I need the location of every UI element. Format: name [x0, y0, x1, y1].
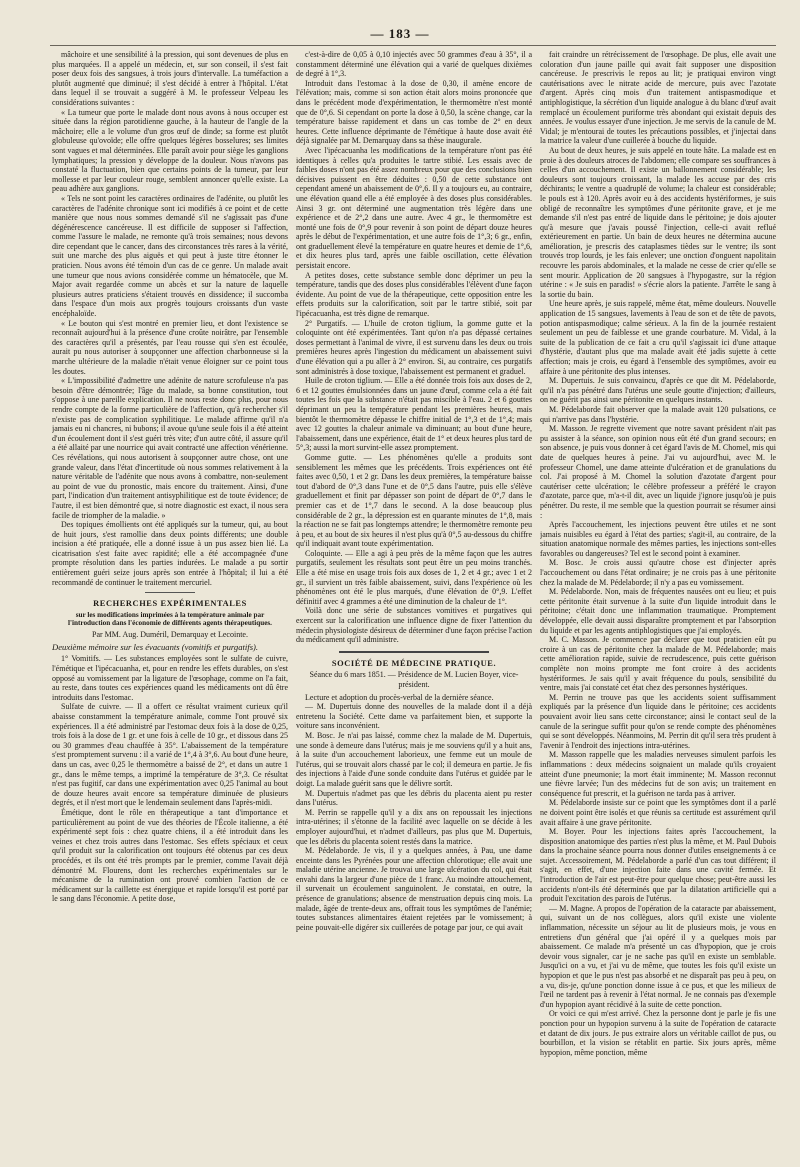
paragraph: 2° Purgatifs. — L'huile de croton tiglium, la gomme gutte et la coloquinte ont été expérimentées. Tant qu'on n'a pas dépassé certaines doses permettant à l'animal de vivre, il est survenu dans les deux ou trois premières heures après l'ingestion du médicament un abaissement suivi d'une élévation qui a pu aller à 2° environ. Si, au contraire, ces purgatifs sont administrés à dose toxique, l'abaissement est permanent et graduel.: [296, 318, 532, 376]
paragraph: — M. Dupertuis donne des nouvelles de la malade dont il a déjà entretenu la Société. Cette dame va parfaitement bien, et supporte la voiture sans inconvénient.: [296, 702, 532, 731]
section-title: RECHERCHES EXPÉRIMENTALES: [93, 599, 247, 609]
paragraph: Au bout de deux heures, je suis appelé en toute hâte. La malade est en proie à des douleurs atroces de l'abdomen; elle compare ses souffrances à celles d'un accouchement. Il existe un ballonnement considérable; les douleurs sont toujours croissant, la malade les accuse par des cris déchirants; le ventre a quadruplé de volume; la chaleur est considérable; le pouls est à 120. Après avoir eu à des accidents hystériformes, je suis obligé de reconnaître les symptômes d'une péritonite grave, et je me demande s'il n'est pas entré de liquide dans le péritoine; je dois ajouter qu'à mesure que j'avais poussé l'injection, celle-ci avait reflué extérieurement en partie. Un bain de deux heures ne détermina aucune amélioration, je prescris des cataplasmes tièdes sur le ventre; ils sont trouvés trop lourds, je les fais enlever; une onction d'onguent napolitain recouvre les parois abdominales, et la malade ne cesse de crier qu'elle se sent mourir. Application de 20 sangsues à l'hypogastre, sur la région utérine : « Je suis en paradis! » s'écrie alors la patiente. J'arrête le sang à la sortie du bain.: [540, 145, 776, 299]
paragraph: Lecture et adoption du procès-verbal de la dernière séance.: [305, 692, 494, 702]
header-rule: [50, 45, 776, 46]
paragraph: Gomme gutte. — Les phénomènes qu'elle a produits sont sensiblement les mêmes que les précédents. Trois expériences ont été faites avec 0,50, 1 et 2 gr. Dans les deux premières, la température baisse tout d'abord de 0°,3 dans l'une et de 0°,5 dans l'autre, puis elle s'élève graduellement et finit par dépasser son point de départ de 0°,7 dans le premier cas et de 1°,7 dans le second. A la dose beaucoup plus considérable de 2 gr., la dépression est en quarante minutes de 1°,8, mais la réaction ne se fait pas longtemps attendre; le thermomètre remonte peu à peu, et au bout de six heures il n'est plus qu'à 0°,5 au-dessous du chiffre qu'il indiquait avant toute expérimentation.: [296, 452, 532, 549]
paragraph: M. Masson rappelle que les maladies nerveuses simulent parfois les inflammations : deux médecins soignaient un malade qu'ils croyaient atteint d'une pneumonie; la mort était imminente; M. Masson reconnut une fièvre larvée; l'un des médecins fut de son avis; un traitement en conséquence fut prescrit, et la guérison ne tarda pas à arriver.: [540, 750, 776, 798]
paragraph: « Le bouton qui s'est montré en premier lieu, et dont l'existence se reconnaît aujourd'hui à la présence d'une croûte noirâtre, par l'ensemble des caractères qu'il a présentés, par l'eau rousse qui s'en est écoulée, aurait pu nous autoriser à soupçonner une affection charbonneuse si la marche ultérieure de la maladie n'était venue éloigner sur ce point tous les doutes.: [52, 318, 288, 376]
paragraph: Sulfate de cuivre. — Il a offert ce résultat vraiment curieux qu'il abaisse constamment la température animale, comme l'ont prouvé six expériences. Il a été administré par l'estomac deux fois à la dose de 0,25, trois fois à la dose de 1 gr. et une fois à celle de 10 gr., et dissous dans 25 ou 30 grammes d'eau chauffée à 35°. L'abaissement de la température s'est promptement survenu : il a varié de 1°,4 à 3°,6. Au bout d'une heure, dans un cas, avec 0,25 le thermomètre a baissé de 2°, et dans un autre 1 gr., dans le même temps, a imprimé la température de 3°,3. Ce résultat n'est pas fugitif, car dans une expérimentation avec 0,25 l'animal au bout de douze heures avait encore sa température diminuée de plusieurs degrés, et il n'est mort que le lendemain seulement dans l'après-midi.: [52, 702, 288, 808]
paragraph: Après l'accouchement, les injections peuvent être utiles et ne sont jamais nuisibles eu égard à l'état des parties; s'agit-il, au contraire, de la situation anatomique normale des mêmes parties, les injections sont-elles favorables ou dangereuses? Tel est le second point à examiner.: [540, 520, 776, 558]
paragraph: — M. Magne. A propos de l'opération de la cataracte par abaissement, qui, suivant un de nos collègues, alors qu'il existe une violente inflammation, nécessite un séjour au lit de plusieurs mois, je vous en entretiens d'un général que j'ai opéré il y a quelques mois par abaissement. Ce malade m'a présenté un cas d'hypopion, que je crois devoir vous signaler, car je ne sache pas qu'il en existe un semblable. Jusqu'ici on a vu, et j'ai vu de même, que toutes les fois qu'il existe un hypopion et que le pus n'est pas absorbé et ne disparaît pas peu à peu, on a vu, dis-je, qu'une ponction donne issue à ce pus, et que les milieux de l'œil ne tardent pas à revenir à l'état normal. Je ne connais pas d'exemple d'un hypopion ayant récidivé à la suite de cette ponction.: [540, 903, 776, 1009]
paragraph: Huile de croton tiglium. — Elle a été donnée trois fois aux doses de 2, 6 et 12 gouttes émulsionnées dans un jaune d'œuf, comme cela a été fait toutes les fois que la substance n'était pas miscible à l'eau. 2 et 6 gouttes déprimant un peu la température pendant les premières heures, mais bientôt le thermomètre dépasse le chiffre initial de 1°,3 et de 1°,4; mais avec 12 gouttes la chaleur animale va diminuant; au bout d'une heure, l'abaissement, dans une expérience, était de 1° et deux heures plus tard de 5°,3; aussi la mort survint-elle assez promptement.: [296, 376, 532, 453]
paragraph: c'est-à-dire de 0,05 à 0,10 injectés avec 50 grammes d'eau à 35°, il a constamment déterminé une élévation qui a varié de quelques dixièmes de degré à 1°,3.: [296, 50, 532, 79]
paragraph: mâchoire et une sensibilité à la pression, qui sont devenues de plus en plus marquées. Il a appelé un médecin, et, sur son conseil, il s'est fait poser deux fois des sangsues, à trois jours d'intervalle. La tuméfaction a plutôt augmenté que diminué; il s'est décidé à entrer à l'hôpital. L'état dans lequel il se trouvait a suggéré à M. le professeur Velpeau les considérations suivantes :: [52, 50, 288, 107]
paragraph: Avec l'ipécacuanha les modifications de la température n'ont pas été identiques à celles qu'a produites le tartre stibié. Les essais avec de faibles doses n'ont pas été assez nombreux pour que des conclusions bien décisives puissent en être déduites : 0,50 de cette substance ont cependant amené un abaissement de 0°,6. Il y a toujours eu, au contraire, une élévation quand elle a été employée à des doses plus considérables. Ainsi 3 gr. ont déterminé une augmentation très légère dans une expérience et de 2°,2 dans une autre. Avec 4 gr., le thermomètre est monté une fois de 0°,9 pour revenir à son point de départ douze heures après le début de l'expérimentation, et une autre fois de 1°,3; 6 gr., enfin, ont graduellement élevé la température en quatre heures et demie de 1°,6, et dix heures plus tard, après une faible oscillation, cette élévation persistait encore.: [296, 145, 532, 271]
section-subtitle: sur les modifications imprimées à la température animale par l'introduction dans l'économie de différents agents thérapeutiques.: [68, 610, 272, 628]
paragraph: M. Pédelaborde. Je vis, il y a quelques années, à Pau, une dame enceinte dans les Pyrénées pour une affection chlorotique; elle avait une maladie utérine ancienne. Je trouvai une large ulcération du col, qui était envahi dans la largeur d'une pièce de 1 franc. Au moindre attouchement, il survenait un écoulement sanguinolent. Je constatai, en outre, la présence de granulations; absence de menstruation depuis cinq mois. La malade, âgée de trente-deux ans, offrait tous les symptômes de l'anémie; toutes substances alimentaires étaient rejetées par le vomissement; à peine pouvait-elle digérer six cuillerées de potage par jour, ce qui avait: [296, 846, 532, 932]
paragraph: M. Pédelaborde insiste sur ce point que les symptômes dont il a parlé ne doivent point être isolés et que réunis sa certitude est assurément qu'il avait affaire à une grave péritonite.: [540, 798, 776, 827]
paragraph: M. Bosc. Je n'ai pas laissé, comme chez la malade de M. Dupertuis, une sonde à demeure dans l'utérus; mais je me souviens qu'il y a huit ans, à la suite d'un accouchement laborieux, une femme eut un moule de l'utérus, qui se trouvait alors chassé par le col; il demeura en partie. Je fis des injections à l'aide d'une sonde conduite dans l'utérus et guidée par le doigt. La malade guérit sans que le délivre sortît.: [296, 730, 532, 788]
paragraph: « Tels ne sont point les caractères ordinaires de l'adénite, ou plutôt les caractères de l'adénite chronique sont ici modifiés à ce point et de cette manière que nous nous sommes demandé s'il ne s'agissait pas d'une dégénérescence cancéreuse. Il est difficile de supposer si l'affection, comme l'assure le malade, ne remonte qu'à trois semaines; nous devons dire cependant que le cancer, dans des circonstances très rares à la vérité, suit une marche des plus aiguës et qui peut à juste titre étonner le praticien. Nous avons été témoin d'un cas de ce genre. Un malade avait une tumeur que nous avions considérée comme un hématocèle, que M. Major avait regardée comme un abcès et sur la nature de laquelle plusieurs autres praticiens s'étaient trouvés en dissidence; il succomba dans l'espace d'un mois aux progrès toujours croissants d'un vaste encéphaloïde.: [52, 193, 288, 319]
paragraph: Introduit dans l'estomac à la dose de 0,30, il amène encore de l'élévation; mais, comme si son action était alors moins prononcée que dans le précédent mode d'expérimentation, le thermomètre n'est monté que de 0°,6. Si cependant on porte la dose à 0,50, la scène change, car la température baisse rapidement et dans un cas tombe de 2° en deux heures. Cette influence déprimante de l'émétique à haute dose avait été déjà signalée par M. Demarquay dans sa thèse inaugurale.: [296, 78, 532, 146]
column-left: [52, 50, 288, 1160]
section-heading: Deuxième mémoire sur les évacuants (vomitifs et purgatifs).: [52, 641, 259, 652]
paragraph: Des topiques émollients ont été appliqués sur la tumeur, qui, au bout de huit jours, s'est ramollie dans deux points différents; une double incision a été pratiquée, elle a donné issue à un pus assez bien lié. La cicatrisation s'est faite avec rapidité; elle a été accompagnée d'une prompte résolution dans les parties indurées. Le malade a pu sortir entièrement guéri seize jours après son entrée à l'hôpital; il lui a été recommandé de continuer le traitement mercuriel.: [52, 520, 288, 587]
section-authors: Par MM. Aug. Duméril, Demarquay et Lecointe.: [92, 630, 248, 640]
section-title: SOCIÉTÉ DE MÉDECINE PRATIQUE.: [331, 658, 497, 668]
page-number: — 183 —: [370, 26, 430, 41]
paragraph: M. Dupertuis n'admet pas que les débris du placenta aient pu rester dans l'utérus.: [296, 788, 532, 808]
paragraph: M. C. Masson. Je commence par déclarer que tout praticien eût pu croire à un cas de péritonite chez la malade de M. Pédelaborde; mais cette amélioration rapide, suivie de recrudescence, puis cette guérison complète non moins prompte me font croire à des accidents hystériformes. Je sais qu'il y avait fréquence du pouls, sensibilité du ventre, mais j'ai constaté cet état chez des personnes hystériques.: [540, 635, 776, 693]
paragraph: 1° Vomitifs. — Les substances employées sont le sulfate de cuivre, l'émétique et l'ipécacuanha, et, pour en rendre les effets durables, on s'est opposé au vomissement par la ligature de l'œsophage, comme on l'a fait, au reste, dans toutes ces expériences quand les médicaments ont dû être introduits dans l'estomac.: [52, 654, 288, 702]
paragraph: M. Pédelaborde. Non, mais de fréquentes nausées ont eu lieu; et puis cette péritonite était survenue à la suite d'un liquide introduit dans le péritoine; c'était donc une inflammation traumatique. Promptement développée, elle devait aussi disparaître promptement et par l'absorption du liquide et par les agents antiphlogistiques que j'ai employés.: [540, 587, 776, 635]
paragraph: « La tumeur que porte le malade dont nous avons à nous occuper est située dans la région parotidienne gauche, à la hauteur de l'angle de la mâchoire; elle a le volume d'un gros œuf de dinde; sa forme est plutôt globuleuse qu'ovoïde; elle offre quelques légères bosselures; ses limites sont vagues et mal déterminées. Elle paraît avoir pour siège les ganglions lymphatiques; la pression y développe de la douleur. Nous n'avons pas constaté la fluctuation, bien que certains points de la tumeur, par leur mollesse et par leur couleur rouge, semblent annoncer qu'elle existe. La peau adhère aux ganglions.: [52, 107, 288, 194]
paragraph: fait craindre un rétrécissement de l'œsophage. De plus, elle avait une coloration d'un jaune paille qui avait fait supposer une disposition cancéreuse. Je prescrivis le repos au lit; je pratiquai environ vingt cautérisations avec le nitrate acide de mercure, puis avec l'azotate d'argent. Après cinq mois d'un traitement antispasmodique et antiphlogistique, la sécrétion d'un liquide analogue à du blanc d'œuf avait remplacé un écoulement puriforme très abondant qui existait depuis des années. Je voulus essayer d'une injection. Je me servis de la canule de M. Vidal; je m'entourai de toutes les précautions possibles, et j'injectai dans la matrice la valeur d'une cuillerée à bouche du liquide.: [540, 50, 776, 146]
paragraph: A petites doses, cette substance semble donc déprimer un peu la température, tandis que des doses plus considérables l'élèvent d'une façon évidente. Au point de vue de la thérapeutique, cette opposition entre les effets produits sur la calorification, soit par le tartre stibié, soit par l'ipécacuanha, est très digne de remarque.: [296, 270, 532, 319]
paragraph: Coloquinte. — Elle a agi à peu près de la même façon que les autres purgatifs, seulement les résultats sont peut être un peu moins tranchés. Elle a été mise en usage trois fois aux doses de 1, 2 et 4 gr.; avec 1 et 2 gr., il survient un très faible abaissement, suivi, dans l'expérience où les phénomènes ont été le plus marqués, d'une élévation de 0°,9. L'effet définitif avec 4 grammes a été une diminution de la chaleur de 1°.: [296, 548, 532, 606]
paragraph: Or voici ce qui m'est arrivé. Chez la personne dont je parle je fis une ponction pour un hypopion survenu à la suite de l'opération de cataracte et datant de dix jours. Je pus extraire alors un véritable caillot de pus, ou bourbillon, et la vision se rétablit en partie. Six jours après, même hypopion, même ponction, même: [540, 1009, 776, 1057]
paragraph: M. Dupertuis. Je suis convaincu, d'après ce que dit M. Pédelaborde, qu'il n'a pas pénétré dans l'utérus une seule goutte d'injection; d'ailleurs, on ne guérit pas ainsi une péritonite en quelques instants.: [540, 376, 776, 405]
paragraph: M. Perrin ne trouve pas que les accidents soient suffisamment expliqués par la présence d'un liquide dans le péritoine; ces accidents pouvaient avoir lieu sans cette circonstance; ainsi le contact seul de la canule de la seringue suffit pour qu'on se rende compte des phénomènes qui se sont développés. Néanmoins, M. Perrin dit qu'il sera très prudent à l'avenir à l'endroit des injections intra-utérines.: [540, 692, 776, 750]
column-middle: [296, 50, 532, 1160]
section-divider: [339, 651, 489, 653]
paragraph: Voilà donc une série de substances vomitives et purgatives qui exercent sur la calorification une influence digne de fixer l'attention du médecin physiologiste désireux de déterminer d'une façon précise l'action du médicament qu'il administre.: [296, 606, 532, 645]
paragraph: M. Boyer. Pour les injections faites après l'accouchement, la disposition anatomique des parties n'est plus la même, et M. Paul Dubois dans la prochaine séance pourra nous donner d'utiles enseignements à ce sujet. Accessoirement, M. Pédelaborde a parlé d'un cas tout différent; il s'agit, en effet, d'une injection faite dans une cavité fermée. Et l'introduction de l'air est peut-être pour quelque chose; peut-être aussi les accidents n'ont-ils été déterminés que par la dilatation artificielle qui a produit l'excitation des parois de l'utérus.: [540, 827, 776, 904]
meeting-line: Séance du 6 mars 1851. — Présidence de M. Lucien Boyer, vice-président.: [309, 670, 519, 689]
paragraph: Une heure après, je suis rappelé, même état, même douleurs. Nouvelle application de 15 sangsues, lavements à l'eau de son et de tête de pavots, potion antispasmodique; calme sérieux. A la fin de la journée restaient seulement un peu de faiblesse et une grande courbature. M. Vidal, à la suite de la publication de ce fait a cru qu'il s'agissait ici d'une attaque d'hystérie, d'autant plus que ma malade avait été jadis sujette à cette affection; mais je crois, eu égard à l'ensemble des symptômes, avoir eu affaire à une péritonite des plus intenses.: [540, 299, 776, 376]
paragraph: Émétique, dont le rôle en thérapeutique a tant d'importance et particulièrement au point de vue des théories de l'École italienne, a été expérimenté sept fois : chez quatre chiens, il a été introduit dans les veines et chez trois autres dans l'estomac. Ses effets spéciaux et ceux qu'il produit sur la calorification ont toujours été obtenus par ces deux procédés, et ils ont été très prompts par le premier, comme l'avait déjà démontré M. Flourens, dont les recherches expérimentales sur le mécanisme de la rumination ont prouvé combien l'action de ce médicament sur la caillette est énergique et rapide lorsqu'il est porté par le sang dans l'économie. A petite dose,: [52, 807, 288, 904]
paragraph: « L'impossibilité d'admettre une adénite de nature scrofuleuse n'a pas besoin d'être démontrée; l'âge du malade, sa bonne constitution, tout s'oppose à une pareille explication. Il ne nous reste donc plus, pour nous rendre compte de la forme particulière de l'affection, qu'à rechercher s'il n'existe pas de complication syphilitique. Le malade affirme qu'il n'a jamais eu ni chancres, ni bubons; il avoue qu'une seule fois il a été atteint d'un écoulement dont il s'est guéri très vite; d'un autre côté, il assure qu'il a été allaité par une nourrice qui avait contracté une affection vénérienne. Ces révélations, qui nous autorisent à soupçonner autre chose, ont une grande valeur, dans l'état d'incertitude où nous sommes relativement à la nature véritable de l'adénite que nous avons à combattre, non-seulement au point de vue du pronostic, mais encore du traitement. Ainsi, d'une part, l'indication d'un traitement antisyphilitique est de toute évidence; de l'autre, il est bien démontré que, si notre diagnostic est exact, il nous sera facile de triompher de la maladie. »: [52, 376, 288, 520]
paragraph: M. Pédelaborde fait observer que la malade avait 120 pulsations, ce qui n'arrive pas dans l'hystérie.: [540, 404, 776, 424]
paragraph: M. Bosc. Je crois aussi qu'autre chose est d'injecter après l'accouchement ou dans l'état ordinaire; je ne crois pas à une péritonite chez la malade de M. Pédelaborde; il n'y a pas eu vomissement.: [540, 558, 776, 587]
column-right: [540, 50, 776, 1160]
section-divider: [145, 592, 195, 593]
paragraph: M. Masson. Je regrette vivement que notre savant président n'ait pas pu assister à la séance, son opinion nous eût été d'un grand secours; en son absence, je puis vous donner à cet égard l'avis de M. Chomel, mis qui date de quelques heures à peine. J'ai vu aujourd'hui, avec M. le professeur Chomel, une dame atteinte d'ulcération et de granulations du col. J'ai proposé à M. Chomel la solution d'azotate d'argent pour cautériser cette ulcération; le célèbre professeur a préféré le crayon d'azotate, parce que, m'a-t-il dit, avec un liquide j'ignore jusqu'où je puis pénétrer. Du reste, il me semble que la question pourrait se résumer ainsi :: [540, 424, 776, 520]
paragraph: M. Perrin se rappelle qu'il y a dix ans on repoussait les injections intra-utérines; il s'étonne de la facilité avec laquelle on se décide à les employer aujourd'hui, et n'admet d'ailleurs, pas plus que M. Dupertuis, que les débris du placenta soient restés dans la matrice.: [296, 807, 532, 846]
